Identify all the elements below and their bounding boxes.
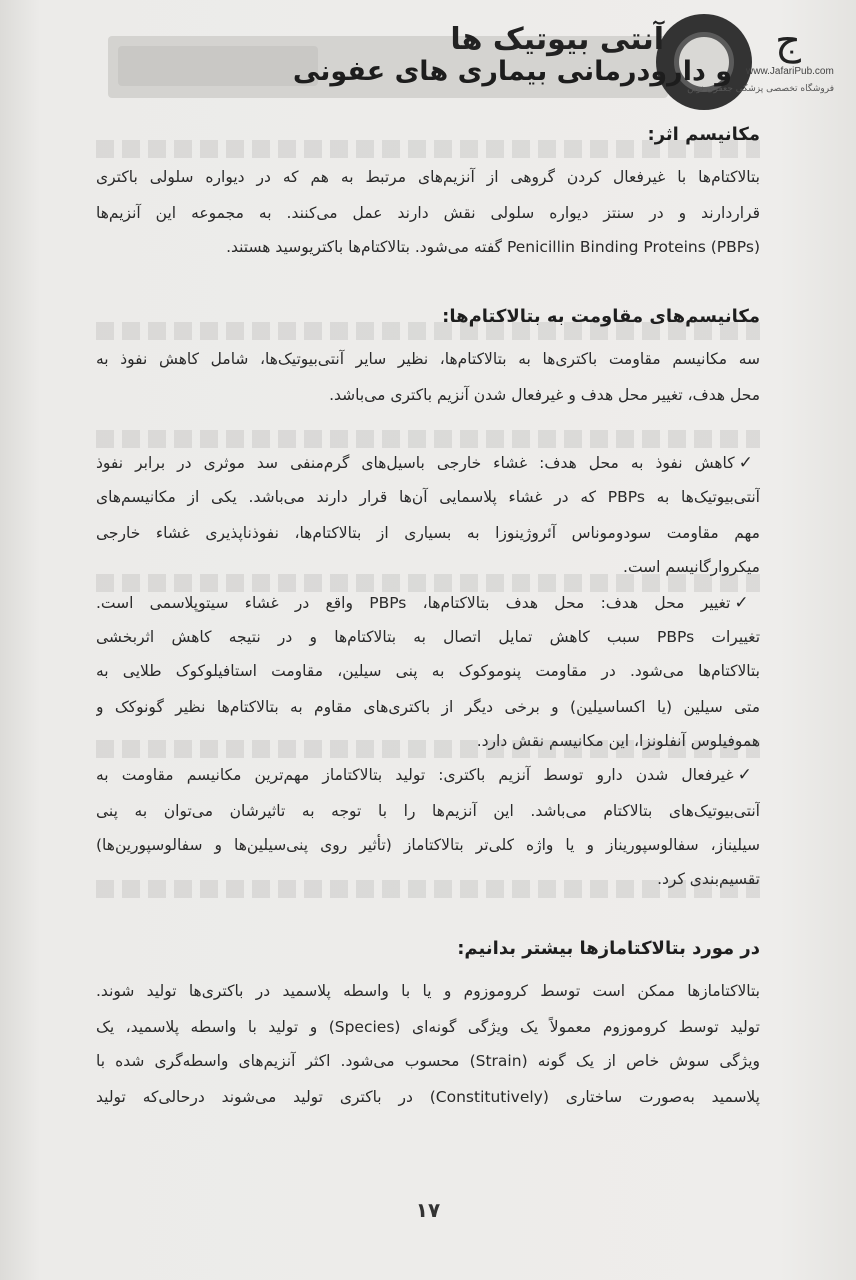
header-title-top: آنتی بیوتیک ها	[450, 22, 664, 57]
bullet-line	[96, 586, 760, 620]
paragraph-line: Penicillin Binding Proteins (PBPs) گفته می‌شود. بتالاکتام‌ها باکتریوسید هستند.	[226, 238, 760, 256]
paragraph-line: بتالاکتامازها ممکن است توسط کروموزوم و یا با واسطه پلاسمید در باکتری‌ها تولید شوند.	[96, 982, 760, 1000]
publisher-website: www.JafariPub.com	[746, 66, 834, 77]
paragraph-line: محل هدف، تغییر محل هدف و غیرفعال شدن آنزیم باکتری می‌باشد.	[329, 386, 760, 404]
mechanism-heading: مکانیسم اثر:	[647, 124, 760, 145]
bullet-text: غیرفعال شدن دارو توسط آنزیم باکتری: تولید بتالاکتاماز مهم‌ترین مکانیسم مقاومت به	[96, 766, 734, 784]
paragraph-line: قراردارند و در سنتز دیواره سلولی نقش دارند عمل می‌کنند. به مجموعه این آنزیم‌ها	[96, 204, 760, 222]
paragraph-line: آنتی‌بیوتیک‌ها به PBPs که در غشاء پلاسمایی آن‌ها قرار دارند می‌باشد. یکی از مکانیسم‌های	[96, 488, 760, 506]
paragraph-line: تغییرات PBPs سبب کاهش تمایل اتصال به بتالاکتام‌ها و در نتیجه کاهش اثربخشی	[96, 628, 760, 646]
publisher-logo-icon: ج	[775, 18, 801, 64]
checkmark-icon: ✓	[734, 593, 760, 613]
paragraph-line: بتالاکتام‌ها می‌شود. در مقاومت پنوموکوک به پنی سیلین، مقاومت استافیلوکوک طلایی به	[96, 662, 760, 680]
paragraph-line: تولید توسط کروموزوم معمولاً یک ویژگی گونه‌ای (Species) و تولید با واسطه پلاسمید، یک	[96, 1018, 760, 1036]
paragraph-line: متی سیلین (یا اکساسیلین) و برخی دیگر از باکتری‌های مقاوم به بتالاکتام‌ها نظیر گونوکک و	[96, 698, 760, 716]
header-title-main: و دارودرمانی بیماری های عفونی	[292, 56, 732, 87]
publisher-store-name: فروشگاه تخصصی پزشکی جعفری نوین	[687, 84, 834, 94]
header-band-faded-text	[118, 46, 318, 86]
paragraph-line: سیلیناز، سفالوسپوریناز و یا واژه کلی‌تر بتالاکتاماز (تأثیر روی پنی‌سیلین‌ها و سفالوسپورین‌ها)	[96, 836, 760, 854]
paragraph-line: سه مکانیسم مقاومت باکتری‌ها به بتالاکتام‌ها، نظیر سایر آنتی‌بیوتیک‌ها، شامل کاهش نفوذ به	[96, 350, 760, 368]
bullet-line	[96, 758, 760, 792]
paragraph-line: آنتی‌بیوتیک‌های بتالاکتام می‌باشد. این آنزیم‌ها را با توجه به تاثیرشان می‌توان به پنی	[96, 802, 760, 820]
paragraph-line: بتالاکتام‌ها با غیرفعال کردن گروهی از آنزیم‌های مرتبط به هم که در دیواره سلولی باکتری	[96, 168, 760, 186]
bullet-text: کاهش نفوذ به محل هدف: غشاء خارجی باسیل‌های گرم‌منفی سد موثری در برابر نفوذ	[96, 454, 735, 472]
checkmark-icon: ✓	[737, 765, 760, 785]
bullet-line	[96, 446, 760, 480]
paragraph-line: تقسیم‌بندی کرد.	[657, 870, 760, 888]
page-number: ۱۷	[415, 1198, 441, 1222]
paragraph-line: پلاسمید به‌صورت ساختاری (Constitutively) در باکتری تولید می‌شوند درحالی‌که تولید	[96, 1088, 760, 1106]
paragraph-line: مهم مقاومت سودوموناس آئروژینوزا به بسیاری از بتالاکتام‌ها، نفوذناپذیری غشاء خارجی	[96, 524, 760, 542]
resistance-heading: مکانیسم‌های مقاومت به بتالاکتام‌ها:	[442, 306, 760, 327]
paragraph-line: هموفیلوس آنفلونزا، این مکانیسم نقش دارد.	[476, 732, 760, 750]
paragraph-line: میکروارگانیسم است.	[623, 558, 760, 576]
beta-lactamase-heading: در مورد بتالاکتامازها بیشتر بدانیم:	[457, 938, 760, 959]
paragraph-line: ویژگی سوش خاص از یک گونه (Strain) محسوب می‌شود. اکثر آنزیم‌های واسطه‌گری شده با	[96, 1052, 760, 1070]
bullet-text: تغییر محل هدف: محل هدف بتالاکتام‌ها، PBPs واقع در غشاء سیتوپلاسمی است.	[96, 594, 731, 612]
checkmark-icon: ✓	[738, 453, 760, 473]
